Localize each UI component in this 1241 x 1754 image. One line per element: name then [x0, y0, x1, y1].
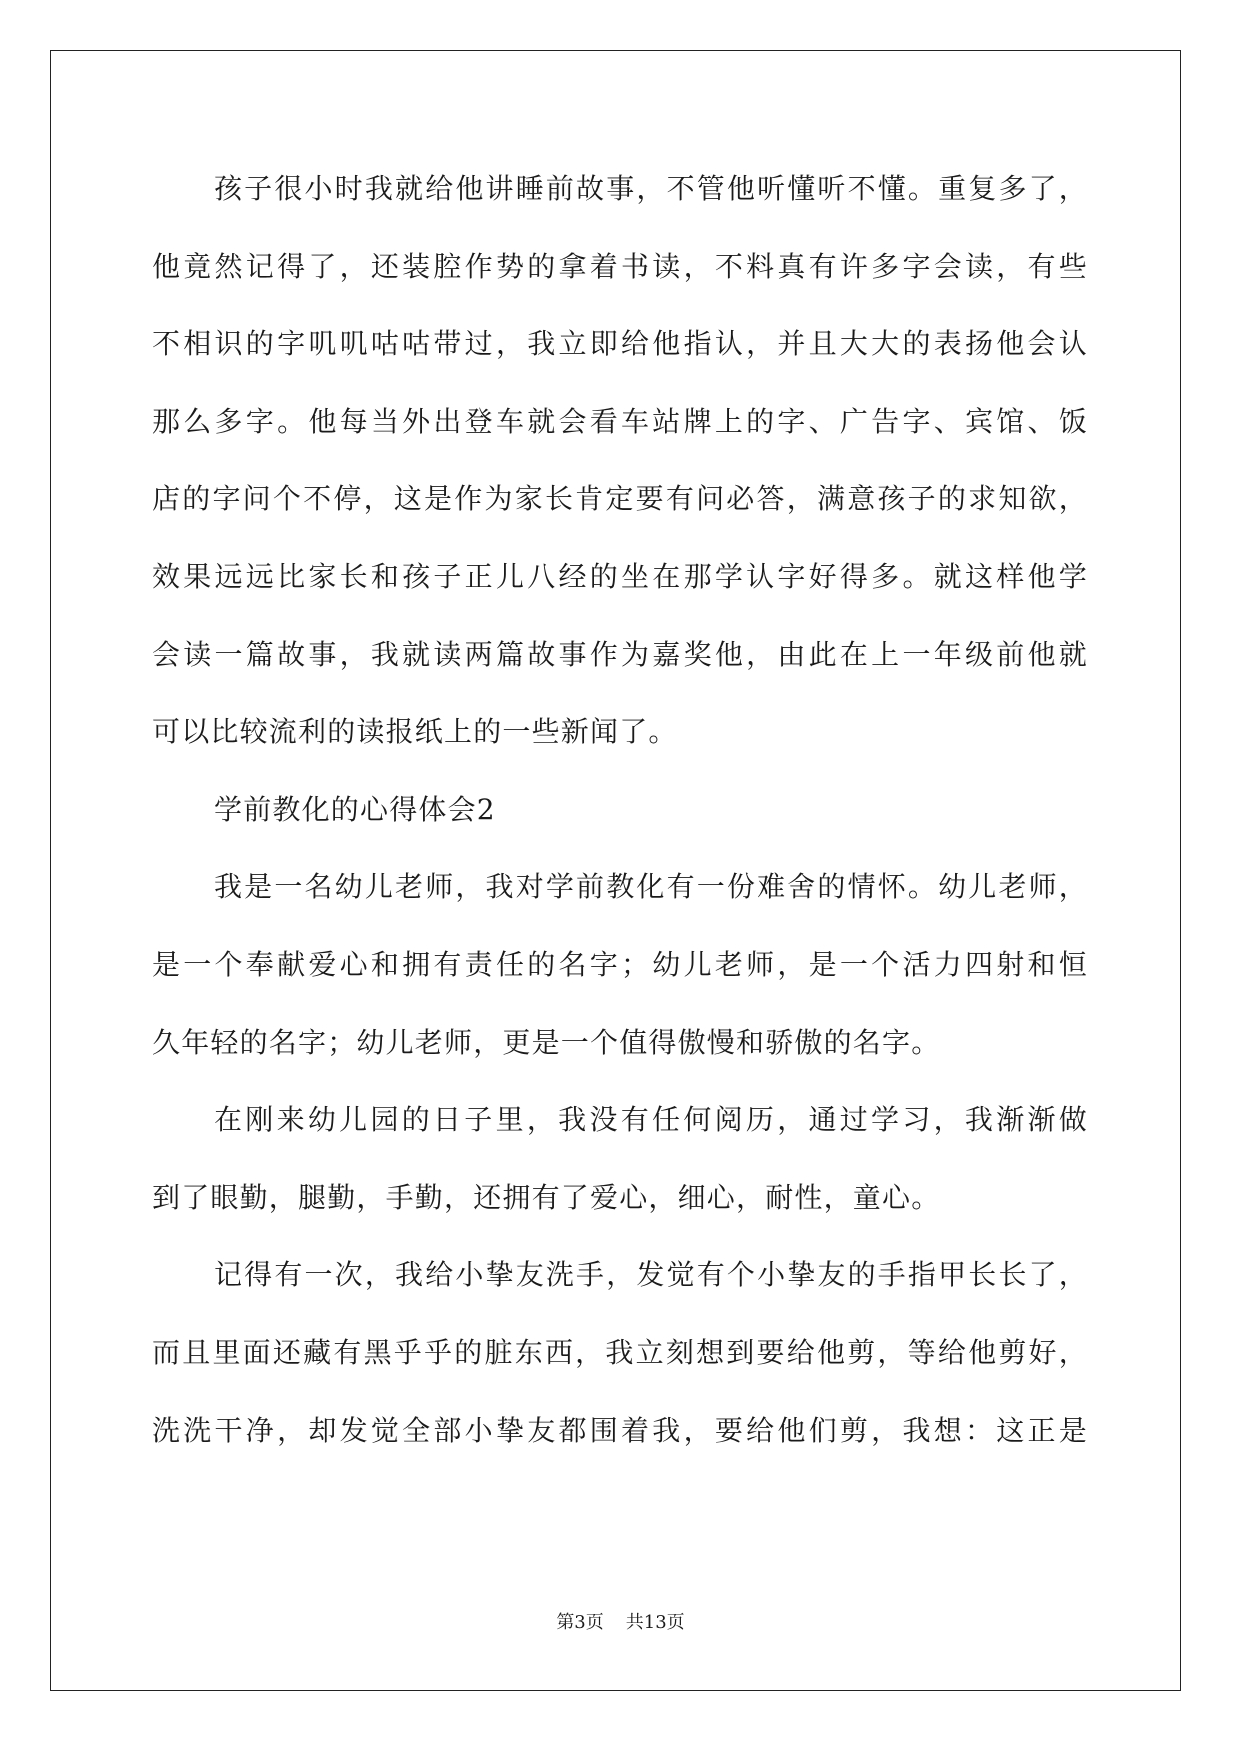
paragraph-1-line-2: 他竟然记得了，还装腔作势的拿着书读，不料真有许多字会读，有些	[152, 249, 1088, 283]
paragraph-1-line-4: 那么多字。他每当外出登车就会看车站牌上的字、广告字、宾馆、饭	[152, 404, 1088, 438]
paragraph-4-line-2: 而且里面还藏有黑乎乎的脏东西，我立刻想到要给他剪，等给他剪好，	[152, 1335, 1088, 1369]
paragraph-3-line-1: 在刚来幼儿园的日子里，我没有任何阅历，通过学习，我渐渐做	[214, 1103, 1088, 1137]
paragraph-1-line-7: 会读一篇故事，我就读两篇故事作为嘉奖他，由此在上一年级前他就	[152, 637, 1088, 671]
paragraph-1-line-5: 店的字问个不停，这是作为家长肯定要有问必答，满意孩子的求知欲，	[152, 482, 1088, 516]
section-heading: 学前教化的心得体会2	[214, 792, 496, 826]
document-body	[152, 150, 1088, 1469]
paragraph-1-line-8: 可以比较流利的读报纸上的一些新闻了。	[152, 715, 678, 749]
paragraph-2-line-3: 久年轻的名字；幼儿老师，更是一个值得傲慢和骄傲的名字。	[152, 1025, 941, 1059]
paragraph-1-line-1: 孩子很小时我就给他讲睡前故事，不管他听懂听不懂。重复多了，	[214, 172, 1088, 205]
total-pages: 共13页	[625, 1612, 685, 1633]
paragraph-2-line-1: 我是一名幼儿老师，我对学前教化有一份难舍的情怀。幼儿老师，	[214, 870, 1088, 904]
paragraph-2-line-2: 是一个奉献爱心和拥有责任的名字；幼儿老师，是一个活力四射和恒	[152, 947, 1088, 981]
page-number: 第3页	[556, 1612, 604, 1633]
paragraph-3-line-2: 到了眼勤，腿勤，手勤，还拥有了爱心，细心，耐性，童心。	[152, 1180, 941, 1214]
paragraph-4-line-1: 记得有一次，我给小挚友洗手，发觉有个小挚友的手指甲长长了，	[214, 1258, 1088, 1292]
paragraph-1-line-6: 效果远远比家长和孩子正儿八经的坐在那学认字好得多。就这样他学	[152, 559, 1088, 593]
page-footer	[0, 1611, 1241, 1635]
paragraph-4-line-3: 洗洗干净，却发觉全部小挚友都围着我，要给他们剪，我想：这正是	[152, 1413, 1088, 1447]
paragraph-1-line-3: 不相识的字叽叽咕咕带过，我立即给他指认，并且大大的表扬他会认	[152, 327, 1088, 361]
